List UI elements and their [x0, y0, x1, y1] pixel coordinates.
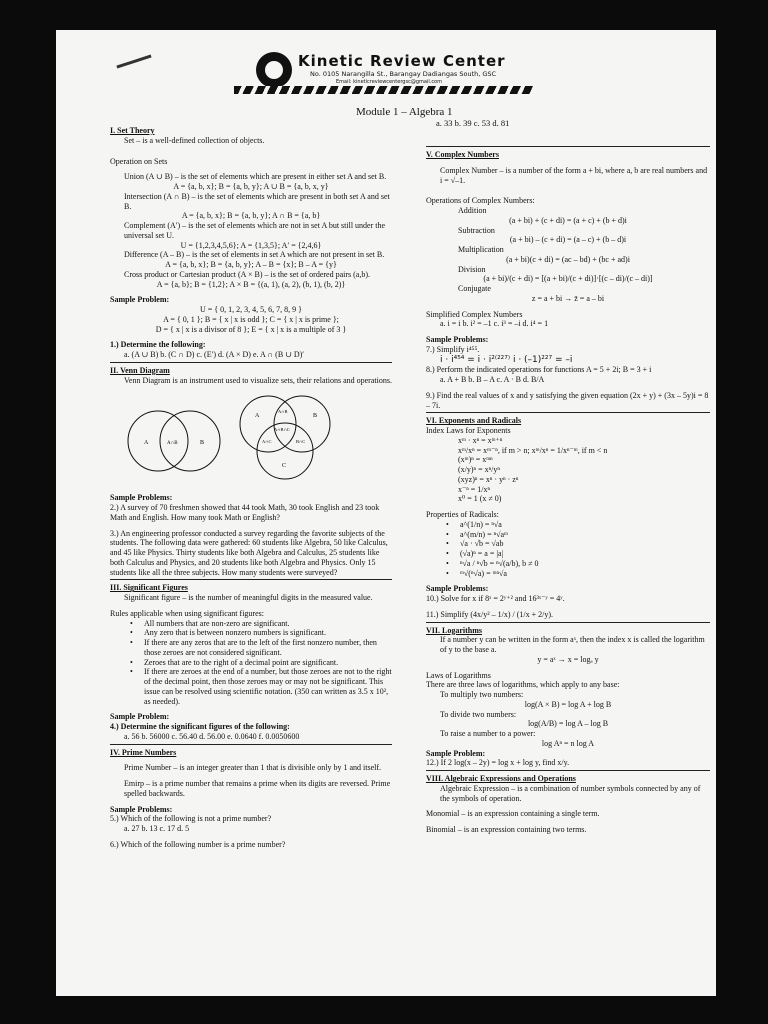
log-laws-intro: There are three laws of logarithms, which apply to any base: — [426, 680, 620, 690]
multiplication-formula: (a + bi)(c + di) = (ac – bd) + (bc + ad)i — [506, 254, 630, 264]
venn2-circle-a — [128, 411, 188, 471]
email: Email: kineticreviewcentergsc@gmail.com — [336, 79, 442, 85]
left-column — [110, 126, 392, 850]
section-prime-numbers: IV. Prime Numbers — [110, 747, 177, 757]
rule-item: • All numbers that are non-zero are significant. — [110, 619, 392, 629]
question-6: 6.) Which of the following number is a prime number? — [110, 839, 286, 849]
venn-definition: Venn Diagram is an instrument used to visualize sets, their relations and operations. — [124, 375, 392, 385]
header — [256, 52, 586, 104]
difference-example: A = {a, b, x}; B = {a, b, y}; A – B = {x}; B – A = {y} — [165, 260, 337, 269]
log-law-a-formula: log(A × B) = log A + log B — [524, 699, 612, 709]
log-law-b: To divide two numbers: — [440, 709, 517, 719]
question-4-items: a. 56 b. 56000 c. 56.40 d. 56.00 e. 0.0640 f. 0.0050600 — [124, 731, 300, 741]
question-8: 8.) Perform the indicated operations for functions A = 5 + 2i; B = 3 + i — [426, 365, 652, 375]
venn3-label-abc: A∩B∩C — [274, 427, 290, 433]
algebraic-definition: Algebraic Expression – is a combination of number symbols connected by any of the symbols of operation. — [440, 783, 701, 803]
venn2-label-b: B — [200, 440, 205, 447]
sample-problem-title: Sample Problem: — [110, 295, 170, 305]
rule-item: • Any zero that is between nonzero numbers is significant. — [110, 628, 392, 638]
log-law-b-formula: log(A/B) = log A – log B — [527, 719, 609, 729]
conjugate-label: Conjugate — [458, 284, 491, 293]
question-7: 7.) Simplify i⁴⁵⁵. — [426, 344, 480, 354]
simplified-values: a. i = i b. i² = –1 c. i³ = –i d. i⁴ = 1 — [440, 319, 549, 329]
log-formula: y = aˣ → x = logₐ y — [537, 654, 599, 664]
venn3-label-ac: A∩C — [262, 439, 272, 445]
log-laws-title: Laws of Logarithms — [426, 670, 491, 680]
radical-property: • √a · √b = √ab — [426, 539, 710, 549]
question-1: 1.) Determine the following: — [110, 340, 206, 350]
sample-problems-6-title: Sample Problems: — [426, 584, 489, 594]
log-law-c: To raise a number to a power: — [440, 729, 536, 739]
rule-item: • If there are zeroes at the end of a number, but those zeroes are not to the right of the decimal point, then those zeroes may or may not be significant. This issue can be resolved using scientific notation. (350 can written as 3.5 x 10², as needed). — [110, 667, 392, 706]
section-complex-numbers: V. Complex Numbers — [426, 150, 499, 159]
cross-product-example: A = {a, b}; B = {1,2}; A × B = {(a, 1), (a, 2), (b, 1), (b, 2)} — [156, 279, 346, 289]
sample-problems-5-title: Sample Problems: — [426, 335, 489, 344]
conjugate-formula: z = a + bi → z̄ = a – bi — [531, 293, 605, 303]
sample-problem-7-title: Sample Problem: — [426, 748, 486, 758]
sample-problems-2-title: Sample Problems: — [110, 493, 173, 503]
question-12: 12.) If 2 log(x – 2y) = log x + log y, find x/y. — [426, 758, 570, 768]
radical-property: • a^(m/n) = ⁿ√aᵐ — [426, 530, 710, 540]
section-venn-diagram: II. Venn Diagram — [110, 365, 170, 375]
question-5-items: a. 27 b. 13 c. 17 d. 5 — [124, 824, 190, 833]
question-11: 11.) Simplify (4x/y² – 1/x) / (1/x + 2/y). — [426, 609, 554, 619]
logo-icon — [256, 52, 292, 88]
log-law-a: To multiply two numbers: — [440, 690, 524, 700]
complement-def: Complement (A′) – is the set of elements which are not in set A but still under the universal set U. — [124, 221, 386, 240]
operations-title: Operation on Sets — [110, 156, 168, 166]
emirp-definition: Emirp – is a prime number that remains a prime when its digits are reversed. Prime spelled backwards. — [124, 779, 391, 798]
exponent-law: (xyz)ⁿ = xⁿ · yⁿ · zⁿ — [458, 474, 519, 484]
intersection-def: Intersection (A ∩ B) – is the set of elements which are present in both set A and set B. — [124, 191, 390, 211]
question-10: 10.) Solve for x if 8ˣ = 2ʸ⁺² and 16³ˣ⁻ʸ = 4ʸ. — [426, 594, 565, 604]
difference-def: Difference (A – B) – is the set of elements in set A which are not present in set B. — [124, 250, 385, 260]
division-formula: (a + bi)/(c + di) = [(a + bi)/(c + di)]·[(c – di)/(c – di)] — [483, 274, 653, 284]
venn2-label-a: A — [144, 440, 149, 447]
rule-item: • If there are any zeros that are to the left of the first nonzero number, then those zeroes are not considered significant. — [110, 638, 392, 658]
intersection-example: A = {a, b, x}; B = {a, b, y}; A ∩ B = {a, b} — [181, 211, 321, 221]
venn2-label-ab: A∩B — [167, 441, 178, 447]
section-set-theory: I. Set Theory — [110, 126, 155, 135]
radical-property: • a^(1/n) = ⁿ√a — [426, 520, 710, 530]
union-def: Union (A ∪ B) – is the set of elements which are present in either set A and set B. — [124, 172, 387, 182]
complex-definition: Complex Number – is a number of the form a + bi, where a, b are real numbers and i = √–1. — [440, 165, 708, 185]
exponent-law: (x/y)ⁿ = xⁿ/yⁿ — [458, 465, 500, 475]
log-definition: If a number y can be written in the form aˣ, then the index x is called the logarithm of y to the base a. — [440, 635, 705, 655]
top-choices: a. 33 b. 39 c. 53 d. 81 — [436, 118, 510, 128]
radical-property: • (√a)ⁿ = a = |a| — [426, 549, 710, 559]
module-title: Module 1 – Algebra 1 — [356, 106, 453, 118]
subtraction-formula: (a + bi) – (c + di) = (a – c) + (b – d)i — [509, 235, 627, 245]
venn3-label-ab: A∩B — [278, 409, 288, 415]
question-8-items: a. A + B b. B – A c. A · B d. B/A — [440, 375, 545, 385]
exponent-law: (xᵐ)ⁿ = xᵐⁿ — [458, 455, 493, 465]
question-1-items: a. (A ∪ B) b. (C ∩ D) c. (E′) d. (A × D) e. A ∩ (B ∪ D)′ — [124, 350, 305, 359]
radical-property: • ᵐ√(ⁿ√a) = ᵐⁿ√a — [426, 569, 710, 579]
question-7-handwritten-work: i · i⁴⁵⁴ = i · i²⁽²²⁷⁾ i · (–1)²²⁷ = –i — [440, 354, 573, 365]
pen-mark — [116, 55, 151, 69]
division-label: Division — [458, 264, 486, 274]
section-algebraic-expressions: VIII. Algebraic Expressions and Operations — [426, 774, 576, 784]
rule-item: • Zeroes that are to the right of a decimal point are significant. — [110, 658, 392, 668]
brand-name: Kinetic Review Center — [298, 52, 506, 70]
question-2: 2.) A survey of 70 freshmen showed that 44 took Math, 30 took English and 23 took Math and English. How many took Math or English? — [110, 503, 380, 522]
log-law-c-formula: log Aⁿ = n log A — [541, 738, 595, 748]
rules-title: Rules applicable when using significant figures: — [110, 608, 264, 618]
radicals-title: Properties of Radicals: — [426, 510, 499, 520]
set-definition: Set – is a well-defined collection of objects. — [124, 135, 265, 145]
cross-product-def: Cross product or Cartesian product (A × B) – is the set of ordered pairs (a,b). — [124, 269, 371, 279]
binomial-definition: Binomial – is an expression containing two terms. — [426, 825, 587, 835]
question-5: 5.) Which of the following is not a prime number? — [110, 814, 272, 824]
addition-label: Addition — [458, 206, 487, 215]
header-divider — [234, 86, 534, 94]
venn3-label-a: A — [255, 413, 260, 420]
question-3: 3.) An engineering professor conducted a survey regarding the favorite subjects of the students. The following data were gathered: 60 students like Algebra, 50 like Calculus, and 45 like Physics. Thirty students like both Algebra and Calculus, 25 students like both Calculus and Physics, and 20 students like both Algebra and Physics. Only 15 students like all the three subjects. How many students were surveyed? — [110, 528, 388, 577]
monomial-definition: Monomial – is an expression containing a single term. — [426, 809, 600, 819]
venn3-label-c: C — [282, 463, 287, 470]
complex-ops-title: Operations of Complex Numbers: — [426, 196, 535, 206]
sample-problem-3-title: Sample Problem: — [110, 712, 170, 722]
sample-problems-4-title: Sample Problems: — [110, 804, 173, 814]
section-logarithms: VII. Logarithms — [426, 625, 483, 635]
union-example: A = {a, b, x}; B = {a, b, y}; A ∪ B = {a, b, x, y} — [173, 182, 329, 191]
addition-formula: (a + bi) + (c + di) = (a + c) + (b + d)i — [509, 215, 627, 225]
exponent-law: x⁰ = 1 (x ≠ 0) — [458, 494, 502, 504]
exponent-law: xᵐ · xⁿ = xᵐ⁺ⁿ — [458, 435, 503, 445]
address: No. 0105 Narangilla St., Barangay Dadiangas South, GSC — [310, 70, 497, 78]
question-9: 9.) Find the real values of x and y satisfying the given equation (2x + y) + (3x – 5y)i = 8 – 7i. — [426, 390, 709, 410]
question-4: 4.) Determine the significant figures of the following: — [110, 722, 290, 731]
right-column — [426, 144, 710, 835]
sample-universe: U = { 0, 1, 2, 3, 4, 5, 6, 7, 8, 9 } — [200, 305, 302, 314]
sample-sets-de: D = { x | x is a divisor of 8 }; E = { x | x is a multiple of 3 } — [155, 324, 347, 334]
index-laws-title: Index Laws for Exponents — [426, 426, 511, 436]
prime-definition: Prime Number – is an integer greater than 1 that is divisible only by 1 and itself. — [124, 763, 382, 773]
subtraction-label: Subtraction — [458, 225, 495, 235]
complement-example: U = {1,2,3,4,5,6}; A = {1,3,5}; A′ = {2,4,6} — [180, 240, 322, 250]
simplified-title: Simplified Complex Numbers — [426, 309, 523, 319]
radical-property: • ⁿ√a / ⁿ√b = ⁿ√(a/b), b ≠ 0 — [426, 559, 710, 569]
worksheet-page — [56, 30, 716, 996]
venn3-label-b: B — [313, 413, 318, 420]
sigfig-definition: Significant figure – is the number of meaningful digits in the measured value. — [124, 593, 373, 602]
section-exponents-radicals: VI. Exponents and Radicals — [426, 416, 522, 426]
exponent-law: x⁻ⁿ = 1/xⁿ — [458, 484, 490, 494]
multiplication-label: Multiplication — [458, 245, 504, 254]
venn-diagrams — [110, 389, 360, 489]
sample-sets-abc: A = { 0, 1 }; B = { x | x is odd }; C = { x | x is prime }; — [163, 314, 339, 324]
exponent-law: xᵐ/xⁿ = xᵐ⁻ⁿ, if m > n; xᵐ/xⁿ = 1/xⁿ⁻ᵐ, if m < n — [458, 445, 608, 455]
section-significant-figures: III. Significant Figures — [110, 583, 188, 593]
venn3-label-bc: B∩C — [296, 439, 306, 445]
